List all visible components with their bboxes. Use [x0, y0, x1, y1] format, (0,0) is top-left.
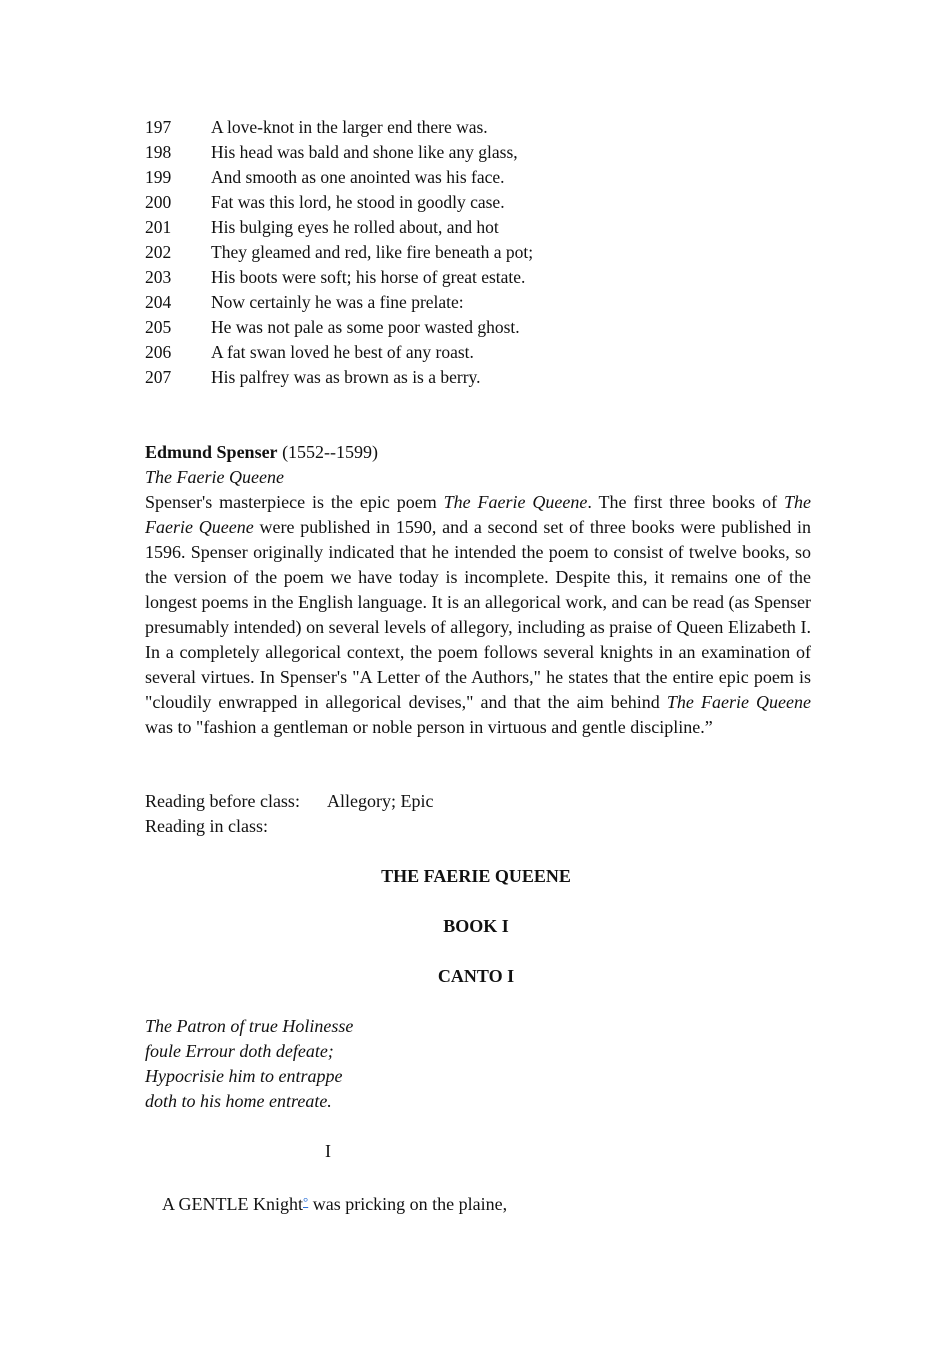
line-text: His palfrey was as brown as is a berry. — [211, 367, 481, 387]
verse-line — [145, 290, 533, 315]
poem-title: THE FAERIE QUEENE — [381, 866, 571, 886]
title-italic: The Faerie Queene — [443, 492, 588, 512]
verse-line — [145, 165, 533, 190]
verse-line — [145, 265, 533, 290]
intro-paragraph — [145, 490, 811, 740]
line-text: Fat was this lord, he stood in goodly case. — [211, 192, 505, 212]
author-dates: (1552--1599) — [277, 442, 379, 462]
line-number: 206 — [145, 342, 172, 362]
book-heading: BOOK I — [443, 916, 509, 936]
verse-line — [145, 340, 533, 365]
verse-line — [145, 215, 533, 240]
line-number: 207 — [145, 367, 172, 387]
verse-line — [145, 190, 533, 215]
reading-in-class — [145, 814, 327, 839]
gloss-link[interactable]: ° — [303, 1194, 309, 1209]
reading-before-class — [145, 789, 433, 814]
line-text: He was not pale as some poor wasted ghost. — [211, 317, 520, 337]
line-text: A fat swan loved he best of any roast. — [211, 342, 474, 362]
poem-first-line — [162, 1189, 507, 1217]
canto-argument — [145, 1014, 353, 1114]
first-line-start: A GENTLE Knight — [162, 1194, 303, 1214]
reading-before-value: Allegory; Epic — [327, 791, 434, 811]
verse-line — [145, 240, 533, 265]
verse-line — [145, 315, 533, 340]
canto-heading: CANTO I — [437, 966, 515, 986]
first-line-end: was pricking on the plaine, — [308, 1194, 508, 1214]
line-number: 204 — [145, 292, 172, 312]
line-number: 198 — [145, 142, 172, 162]
line-text: A love-knot in the larger end there was. — [211, 117, 488, 137]
paragraph-text: was to "fashion a gentleman or noble person in virtuous and gentle discipline.” — [145, 717, 713, 737]
line-number: 202 — [145, 242, 172, 262]
line-number: 205 — [145, 317, 172, 337]
line-number: 201 — [145, 217, 172, 237]
line-text: His bulging eyes he rolled about, and hot — [211, 217, 499, 237]
verse-line — [145, 365, 533, 390]
paragraph-text: were published in 1590, and a second set of three books were published in 1596. Spenser originally indicated that he intended the poem to consist of twelve books, so the version of the poem we have today is incomplete. Despite this, it remains one of the longest poems in the English language. It is an allegorical work, and can be read (as Spenser presumably intended) on several levels of allegory, including as praise of Queen Elizabeth I. In a completely allegorical context, the poem follows several knights in an examination of several virtues. In Spenser's "A Letter of the Authors," he states that the entire epic poem is "cloudily enwrapped in allegorical devises," and that the aim behind — [145, 517, 811, 712]
argument-line: The Patron of true Holinesse — [145, 1016, 354, 1036]
paragraph-text: . The first three books of — [587, 492, 784, 512]
verse-excerpt — [145, 115, 533, 390]
argument-line: foule Errour doth defeate; — [145, 1041, 334, 1061]
line-text: His head was bald and shone like any glass, — [211, 142, 518, 162]
title-italic: The Faerie Queene — [145, 492, 811, 537]
line-number: 203 — [145, 267, 172, 287]
line-number: 200 — [145, 192, 172, 212]
line-text: Now certainly he was a fine prelate: — [211, 292, 464, 312]
verse-line — [145, 115, 533, 140]
line-text: His boots were soft; his horse of great estate. — [211, 267, 526, 287]
reading-in-label: Reading in class: — [145, 816, 268, 836]
stanza-number: I — [325, 1141, 331, 1161]
paragraph-text: Spenser's masterpiece is the epic poem — [145, 492, 444, 512]
line-number: 199 — [145, 167, 172, 187]
line-number: 197 — [145, 117, 172, 137]
author-heading — [145, 440, 378, 465]
work-title: The Faerie Queene — [145, 467, 284, 487]
line-text: They gleamed and red, like fire beneath a pot; — [211, 242, 534, 262]
argument-line: doth to his home entreate. — [145, 1091, 332, 1111]
reading-before-label: Reading before class: — [145, 791, 300, 811]
title-italic: The Faerie Queene — [666, 692, 812, 712]
verse-line — [145, 140, 533, 165]
line-text: And smooth as one anointed was his face. — [211, 167, 505, 187]
argument-line: Hypocrisie him to entrappe — [145, 1066, 343, 1086]
author-name: Edmund Spenser — [145, 442, 278, 462]
